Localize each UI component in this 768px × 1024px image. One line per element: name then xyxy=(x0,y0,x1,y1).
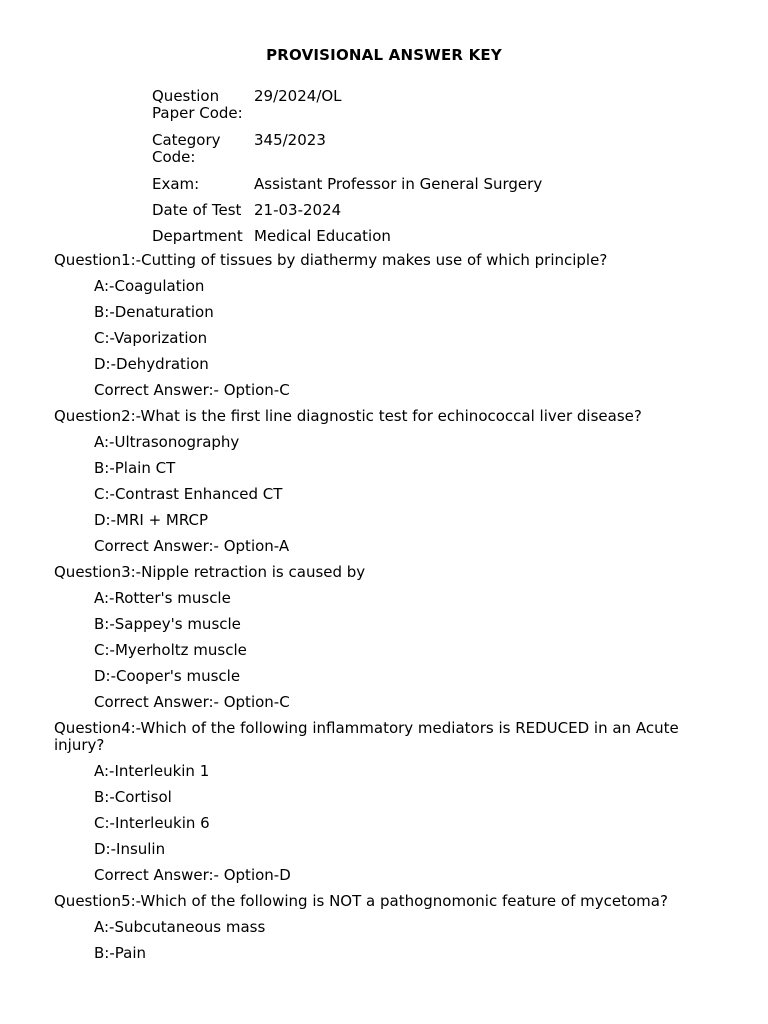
question-text: Question3:-Nipple retraction is caused by xyxy=(54,563,366,581)
meta-value: 21-03-2024 xyxy=(254,201,342,219)
answer-option: B:-Pain xyxy=(94,944,146,962)
meta-label: Category Code: xyxy=(152,131,221,166)
meta-value: Assistant Professor in General Surgery xyxy=(254,175,543,193)
answer-option: A:-Subcutaneous mass xyxy=(94,918,266,936)
meta-value: 29/2024/OL xyxy=(254,87,342,105)
question-text: Question4:-Which of the following inflammatory mediators is REDUCED in an Acute injury? xyxy=(54,719,679,754)
question-item xyxy=(54,564,714,711)
question-item xyxy=(54,893,714,962)
correct-answer: Correct Answer:- Option-C xyxy=(94,381,290,399)
answer-option: D:-MRI + MRCP xyxy=(94,511,209,529)
meta-label: Question Paper Code: xyxy=(152,87,243,122)
meta-value: 345/2023 xyxy=(254,131,326,149)
answer-option: B:-Cortisol xyxy=(94,788,172,806)
question-text: Question1:-Cutting of tissues by diathermy makes use of which principle? xyxy=(54,251,608,269)
answer-option: D:-Cooper's muscle xyxy=(94,667,241,685)
meta-label: Department xyxy=(152,227,243,245)
question-item xyxy=(54,720,714,884)
answer-option: C:-Interleukin 6 xyxy=(94,814,210,832)
correct-answer: Correct Answer:- Option-C xyxy=(94,693,290,711)
meta-label: Exam: xyxy=(152,175,200,193)
answer-option: C:-Vaporization xyxy=(94,329,208,347)
answer-option: A:-Rotter's muscle xyxy=(94,589,231,607)
meta-row-exam xyxy=(152,176,542,202)
meta-row-paper-code xyxy=(152,88,542,132)
meta-row-date xyxy=(152,202,542,228)
answer-option: A:-Interleukin 1 xyxy=(94,762,210,780)
meta-row-category-code xyxy=(152,132,542,176)
answer-option: C:-Contrast Enhanced CT xyxy=(94,485,283,503)
correct-answer: Correct Answer:- Option-A xyxy=(94,537,290,555)
meta-value: Medical Education xyxy=(254,227,391,245)
question-list xyxy=(54,252,714,971)
answer-option: D:-Insulin xyxy=(94,840,166,858)
exam-details-table xyxy=(152,88,542,254)
correct-answer: Correct Answer:- Option-D xyxy=(94,866,291,884)
answer-option: A:-Coagulation xyxy=(94,277,205,295)
question-item xyxy=(54,408,714,555)
answer-option: B:-Sappey's muscle xyxy=(94,615,241,633)
answer-option: B:-Plain CT xyxy=(94,459,176,477)
answer-option: D:-Dehydration xyxy=(94,355,209,373)
question-item xyxy=(54,252,714,399)
page-title: PROVISIONAL ANSWER KEY xyxy=(266,46,502,64)
answer-option: A:-Ultrasonography xyxy=(94,433,240,451)
answer-option: C:-Myerholtz muscle xyxy=(94,641,247,659)
meta-label: Date of Test xyxy=(152,201,242,219)
answer-option: B:-Denaturation xyxy=(94,303,214,321)
question-text: Question5:-Which of the following is NOT a pathognomonic feature of mycetoma? xyxy=(54,892,668,910)
question-text: Question2:-What is the first line diagnostic test for echinococcal liver disease? xyxy=(54,407,642,425)
